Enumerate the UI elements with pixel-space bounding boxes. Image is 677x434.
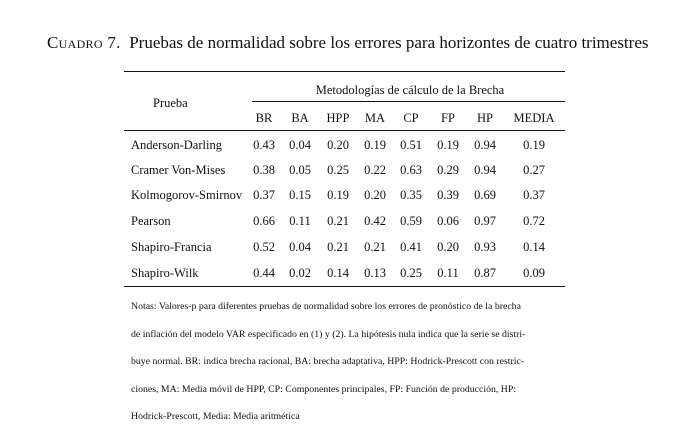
bottom-rule bbox=[124, 286, 565, 287]
column-header: FP bbox=[441, 111, 455, 125]
table-cell: 0.27 bbox=[523, 163, 545, 177]
table-cell: 0.35 bbox=[400, 188, 422, 202]
row-label: Pearson bbox=[131, 214, 171, 228]
table-cell: 0.52 bbox=[253, 240, 275, 254]
group-header: Metodologías de cálculo de la Brecha bbox=[315, 83, 505, 97]
header-rule bbox=[124, 130, 565, 131]
table-cell: 0.44 bbox=[253, 266, 275, 280]
table-cell: 0.21 bbox=[364, 240, 386, 254]
table-cell: 0.29 bbox=[437, 163, 459, 177]
table-notes bbox=[131, 293, 571, 431]
caption-title: Pruebas de normalidad sobre los errores para horizontes de cuatro trimestres bbox=[129, 33, 649, 52]
table-cell: 0.72 bbox=[523, 214, 545, 228]
table-cell: 0.02 bbox=[289, 266, 311, 280]
table-caption bbox=[47, 33, 667, 53]
table-cell: 0.15 bbox=[289, 188, 311, 202]
row-header: Prueba bbox=[153, 96, 188, 110]
table-cell: 0.19 bbox=[437, 138, 459, 152]
table-cell: 0.22 bbox=[364, 163, 386, 177]
table-cell: 0.87 bbox=[474, 266, 496, 280]
table-cell: 0.19 bbox=[364, 138, 386, 152]
caption-label: Cuadro 7. bbox=[47, 33, 121, 52]
table-cell: 0.37 bbox=[253, 188, 275, 202]
table-cell: 0.20 bbox=[364, 188, 386, 202]
table-cell: 0.39 bbox=[437, 188, 459, 202]
table-cell: 0.11 bbox=[437, 266, 459, 280]
notes-line: de inflación del modelo VAR especificado en (1) y (2). La hipótesis nula indica que la serie se distri- bbox=[131, 328, 526, 340]
row-label: Anderson-Darling bbox=[131, 138, 222, 152]
table-cell: 0.25 bbox=[400, 266, 422, 280]
table-cell: 0.41 bbox=[400, 240, 422, 254]
table-cell: 0.20 bbox=[327, 138, 349, 152]
table-cell: 0.97 bbox=[474, 214, 496, 228]
table-cell: 0.11 bbox=[289, 214, 311, 228]
table-cell: 0.59 bbox=[400, 214, 422, 228]
table-cell: 0.09 bbox=[523, 266, 545, 280]
row-label: Kolmogorov-Smirnov bbox=[131, 188, 243, 202]
row-label: Shapiro-Wilk bbox=[131, 266, 199, 280]
table-cell: 0.69 bbox=[474, 188, 496, 202]
column-header: BA bbox=[291, 111, 309, 125]
table-cell: 0.51 bbox=[400, 138, 422, 152]
column-header: CP bbox=[403, 111, 419, 125]
row-label: Shapiro-Francia bbox=[131, 240, 212, 254]
top-rule bbox=[124, 71, 565, 72]
table-cell: 0.20 bbox=[437, 240, 459, 254]
table-cell: 0.42 bbox=[364, 214, 386, 228]
column-header: MA bbox=[364, 111, 386, 125]
table-cell: 0.13 bbox=[364, 266, 386, 280]
table-cell: 0.04 bbox=[289, 240, 311, 254]
table-cell: 0.38 bbox=[253, 163, 275, 177]
table-cell: 0.06 bbox=[437, 214, 459, 228]
table-cell: 0.14 bbox=[523, 240, 545, 254]
table-cell: 0.04 bbox=[289, 138, 311, 152]
table-cell: 0.63 bbox=[400, 163, 422, 177]
column-header: BR bbox=[255, 111, 273, 125]
notes-line: ciones, MA: Media móvil de HPP, CP: Componentes principales, FP: Función de producción, HP: bbox=[131, 383, 517, 395]
group-header-rule bbox=[252, 101, 565, 102]
table-cell: 0.94 bbox=[474, 163, 496, 177]
table-cell: 0.43 bbox=[253, 138, 275, 152]
notes-line: Hodrick-Prescott, Media: Media aritmética bbox=[131, 411, 300, 422]
table-cell: 0.21 bbox=[327, 240, 349, 254]
column-header: HP bbox=[477, 111, 493, 125]
table-cell: 0.66 bbox=[253, 214, 275, 228]
table-cell: 0.14 bbox=[327, 266, 349, 280]
column-header: HPP bbox=[326, 111, 350, 125]
row-label: Cramer Von-Mises bbox=[131, 163, 226, 177]
table-cell: 0.19 bbox=[327, 188, 349, 202]
table-cell: 0.05 bbox=[289, 163, 311, 177]
notes-line: Notas: Valores-p para diferentes pruebas de normalidad sobre los errores de pronóstico de la brecha bbox=[131, 301, 521, 312]
table-cell: 0.19 bbox=[523, 138, 545, 152]
table-cell: 0.94 bbox=[474, 138, 496, 152]
table-cell: 0.25 bbox=[327, 163, 349, 177]
table-cell: 0.21 bbox=[327, 214, 349, 228]
table-cell: 0.37 bbox=[523, 188, 545, 202]
table-cell: 0.93 bbox=[474, 240, 496, 254]
column-header: MEDIA bbox=[513, 111, 555, 125]
notes-line: buye normal. BR: indica brecha racional, BA: brecha adaptativa, HPP: Hodrick-Prescott con restric- bbox=[131, 356, 525, 367]
